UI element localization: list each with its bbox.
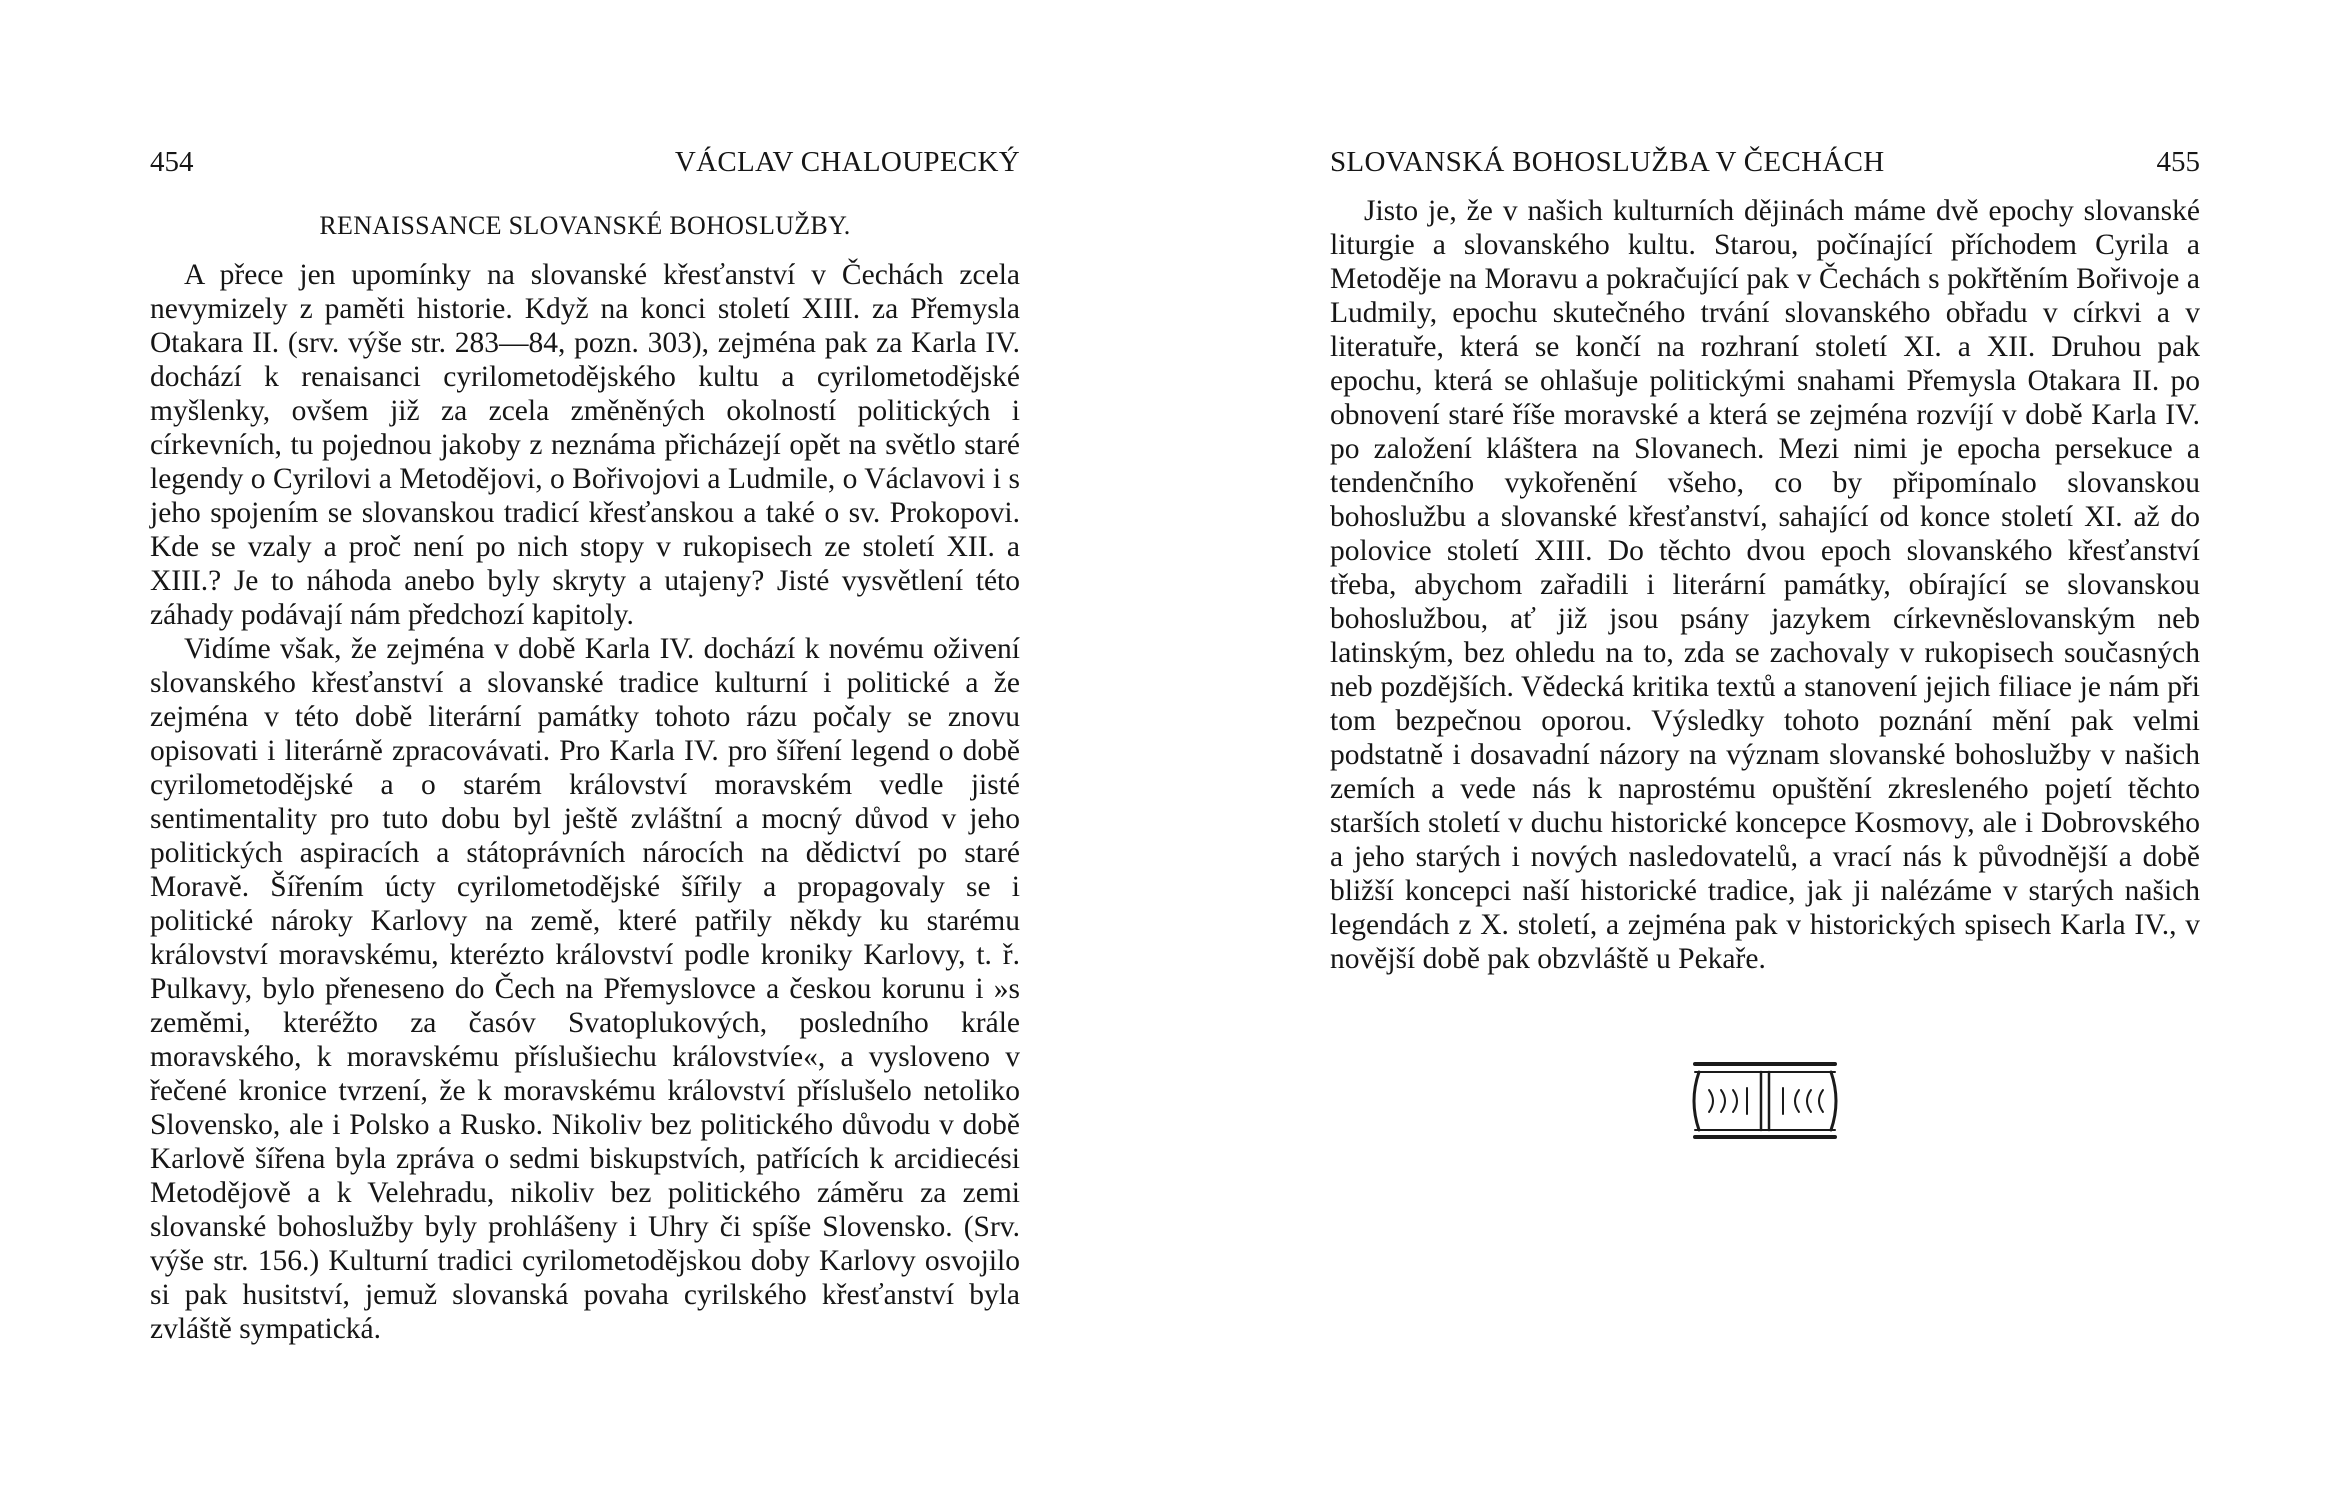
left-running-title: VÁCLAV CHALOUPECKÝ	[674, 146, 1020, 178]
printer-ornament-icon	[1685, 1060, 1845, 1140]
left-body-text	[150, 258, 1020, 1346]
right-running-title: SLOVANSKÁ BOHOSLUŽBA V ČECHÁCH	[1330, 146, 1885, 178]
left-paragraph-1: A přece jen upomínky na slovanské křesťanství v Čechách zcela nevymizely z paměti historie. Když na konci století XIII. za Přemysla Otakara II. (srv. výše str. 283—84, pozn. 303), zejména pak za Karla IV. dochází k renaisanci cyrilometodějského kultu a cyrilometodějské myšlenky, ovšem již za zcela změněných okolností politických i církevních, tu pojednou jakoby z neznáma přicházejí opět na světlo staré legendy o Cyrilovi a Metodějovi, o Bořivojovi a Ludmile, o Václavovi i s jeho spojením se slovanskou tradicí křesťanskou a také o sv. Prokopovi. Kde se vzaly a proč není po nich stopy v rukopisech ze století XII. a XIII.? Je to náhoda anebo byly skryty a utajeny? Jisté vysvětlení této záhady podávají nám předchozí kapitoly.	[150, 259, 1020, 631]
right-page	[1330, 0, 2200, 1500]
left-page	[150, 0, 1020, 1500]
right-body-text	[1330, 194, 2200, 976]
right-paragraph-1: Jisto je, že v našich kulturních dějinách máme dvě epochy slovanské liturgie a slovanského kultu. Starou, počínající příchodem Cyrila a Metoděje na Moravu a pokračující pak v Čechách s pokřtěním Bořivoje a Ludmily, epochu skutečného trvání slovanského obřadu v církvi a v literatuře, která se končí na rozhraní století XI. a XII. Druhou pak epochu, která se ohlašuje politickými snahami Přemysla Otakara II. po obnovení staré říše moravské a která se zejména rozvíjí v době Karla IV. po založení kláštera na Slovanech. Mezi nimi je epocha persekuce a tendenčního vykořenění všeho, co by připomínalo slovanskou bohoslužbu a slovanské křesťanství, sahající od konce století XI. až do polovice století XIII. Do těchto dvou epoch slovanského křesťanství třeba, abychom zařadili i literární památky, obírající se slovanskou bohoslužbou, ať již jsou psány jazykem církevněslovanským neb latinským, bez ohledu na to, zda se zachovaly v rukopisech současných neb pozdějších. Vědecká kritika textů a stanovení jejich filiace je nám při tom bezpečnou oporou. Výsledky tohoto poznání mění pak velmi podstatně i dosavadní názory na význam slovanské bohoslužby v našich zemích a vede nás k naprostému opuštění zkresleného pojetí těchto starších století v duchu historické koncepce Kosmovy, ale i Dobrovského a jeho starých i nových nasledovatelů, a vrací nás k původnější a době bližší koncepci naší historické tradice, jak ji nalézáme v starých našich legendách z X. století, a zejména pak v historických spisech Karla IV., v novější době pak obzvláště u Pekaře.	[1330, 195, 2200, 975]
left-paragraph-2: Vidíme však, že zejména v době Karla IV. dochází k novému oživení slovanského křesťanství a slovanské tradice kulturní i politické a že zejména v této době literární památky tohoto rázu počaly se znovu opisovati i literárně zpracovávati. Pro Karla IV. pro šíření legend o době cyrilometodějské a o starém království moravském vedle jisté sentimentality pro tuto dobu byl ještě zvláštní a mocný důvod v jeho politických aspiracích a státoprávních nárocích na dědictví po staré Moravě. Šířením úcty cyrilometodějské šířily a propagovaly se i politické nároky Karlovy na země, které patřily někdy ku starému království moravskému, kterézto království podle kroniky Karlovy, t. ř. Pulkavy, bylo přeneseno do Čech na Přemyslovce a českou korunu i »s zeměmi, kteréžto za časóv Svatoplukových, posledního krále moravského, k moravskému příslušiechu královstvíe«, a vysloveno v řečené kronice tvrzení, že k moravskému království příslušelo netoliko Slovensko, ale i Polsko a Rusko. Nikoliv bez politického důvodu v době Karlově šířena byla zpráva o sedmi biskupstvích, patřících k arcidiecési Metodějově a k Velehradu, nikoliv bez politického záměru za zemi slovanské bohoslužby byly prohlášeny i Uhry či spíše Slovensko. (Srv. výše str. 156.) Kulturní tradici cyrilometodějskou doby Karlovy osvojilo si pak husitství, jemuž slovanská povaha cyrilského křesťanství byla zvláště sympatická.	[150, 633, 1020, 1345]
right-page-number: 455	[2156, 146, 2200, 178]
right-running-head	[1330, 142, 2200, 182]
left-running-head	[150, 142, 1020, 182]
left-page-number: 454	[150, 146, 194, 178]
section-title: RENAISSANCE SLOVANSKÉ BOHOSLUŽBY.	[319, 211, 851, 240]
